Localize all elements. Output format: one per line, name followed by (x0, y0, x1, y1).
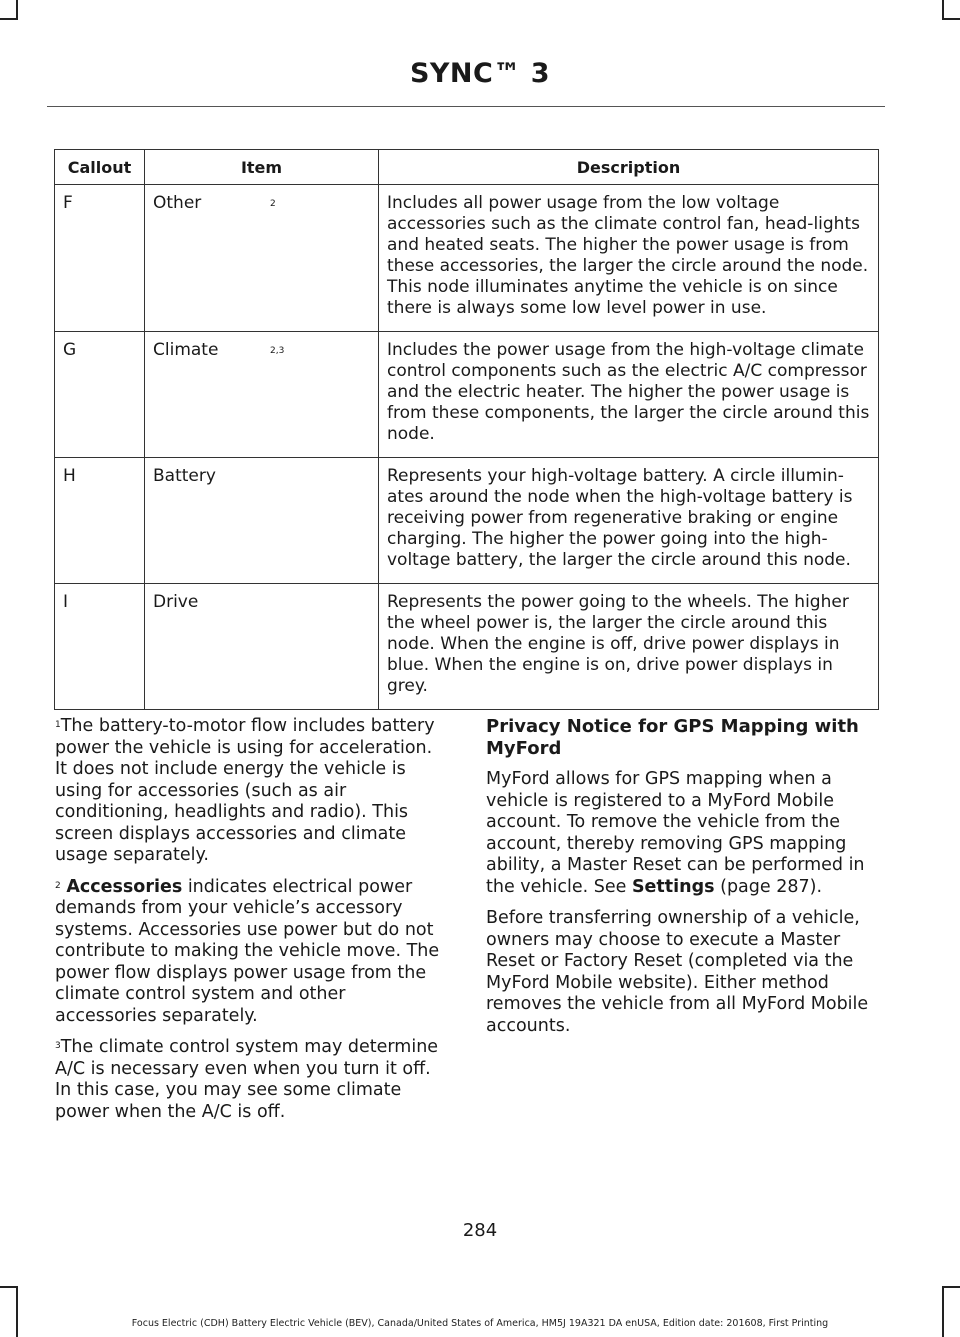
table-row (55, 458, 879, 584)
privacy-section (486, 716, 878, 1047)
page-reference: (page 287). (714, 876, 823, 897)
table-row (55, 584, 879, 710)
crop-mark (16, 0, 18, 20)
footnote-mark: 3 (55, 1041, 61, 1051)
description-cell: Includes all power usage from the low voltage accessories such as the climate control fan, head-lights and heated seats. The higher the power usage is from these accessories, the larger the circle around the node. This node illuminates anytime the vehicle is on since there is always some low level power in use. (379, 185, 879, 332)
table-row (55, 332, 879, 458)
callout-cell: G (55, 332, 145, 458)
description-cell: Represents your high-voltage battery. A circle illumin-ates around the node when the high-voltage battery is receiving power from regenerative braking or engine charging. The higher the power going into the high-voltage battery, the larger the circle around this node. (379, 458, 879, 584)
header-divider (47, 106, 885, 107)
column-header-callout: Callout (55, 150, 145, 185)
callout-cell: I (55, 584, 145, 710)
item-label: Other (153, 193, 202, 213)
privacy-paragraph-2: Before transferring ownership of a vehicle, owners may choose to execute a Master Reset or Factory Reset (completed via the MyFord Mobile website). Either method removes the vehicle from all MyFord Mobile accounts. (486, 908, 869, 1036)
description-cell: Includes the power usage from the high-voltage climate control components such as the electric A/C compressor and the electric heater. The higher the power usage is from these components, the larger the circle around this node. (379, 332, 879, 458)
footnote-3 (55, 1037, 447, 1123)
section-heading: Privacy Notice for GPS Mapping with MyFord (486, 716, 859, 759)
power-flow-table (54, 149, 879, 710)
edition-footer: Focus Electric (CDH) Battery Electric Vehicle (BEV), Canada/United States of America, HM5J 19A321 DA enUSA, Edition date: 201608, First Printing (131, 1318, 829, 1329)
item-label: Drive (153, 592, 199, 612)
item-cell (145, 458, 379, 584)
table-header-row (55, 150, 879, 185)
crop-mark (0, 1286, 18, 1288)
callout-cell: H (55, 458, 145, 584)
crop-mark (942, 1286, 960, 1288)
crop-mark (0, 18, 18, 20)
footnote-mark: 1 (55, 720, 61, 730)
footnote-1 (55, 716, 447, 867)
footnote-ref: 2 (270, 199, 276, 209)
page-number: 284 (462, 1220, 498, 1241)
callout-cell: F (55, 185, 145, 332)
footnote-ref: 2,3 (270, 346, 285, 356)
footnote-term: Accessories (66, 876, 183, 897)
item-label: Climate (153, 340, 219, 360)
crop-mark (942, 18, 960, 20)
footnote-2 (55, 877, 447, 1028)
item-cell (145, 584, 379, 710)
crop-mark (942, 1286, 944, 1337)
footnote-text: The battery-to-motor flow includes battery power the vehicle is using for acceleration. It does not include energy the vehicle is using for accessories (such as air conditioning, headlights and radio). This screen displays accessories and climate usage separately. (55, 716, 435, 865)
footnotes-column (55, 716, 447, 1133)
item-cell (145, 185, 379, 332)
footnote-text: The climate control system may determine A/C is necessary even when you turn it off. In this case, you may see some climate power when the A/C is off. (55, 1037, 439, 1122)
description-cell: Represents the power going to the wheels. The higher the wheel power is, the larger the circle around this node. When the engine is off, drive power displays in blue. When the engine is on, drive power displays in grey. (379, 584, 879, 710)
column-header-item: Item (145, 150, 379, 185)
table-row (55, 185, 879, 332)
settings-link[interactable]: Settings (631, 876, 715, 897)
item-label: Battery (153, 466, 216, 486)
paragraph-text: MyFord allows for GPS mapping when a vehicle is registered to a MyFord Mobile account. To remove the vehicle from the account, thereby removing GPS mapping ability, a Master Reset can be performed in the vehicle. See (486, 769, 865, 897)
crop-mark (942, 0, 944, 20)
crop-mark (16, 1286, 18, 1337)
column-header-description: Description (379, 150, 879, 185)
page-title: SYNC™ 3 (409, 58, 551, 89)
footnote-mark: 2 (55, 880, 61, 891)
item-cell (145, 332, 379, 458)
privacy-paragraph-1 (486, 769, 878, 898)
footnote-text: indicates electrical power demands from your vehicle’s accessory systems. Accessories use power but do not contribute to making the vehicle move. The power flow displays power usage from the climate control system and other accessories separately. (55, 876, 440, 1026)
